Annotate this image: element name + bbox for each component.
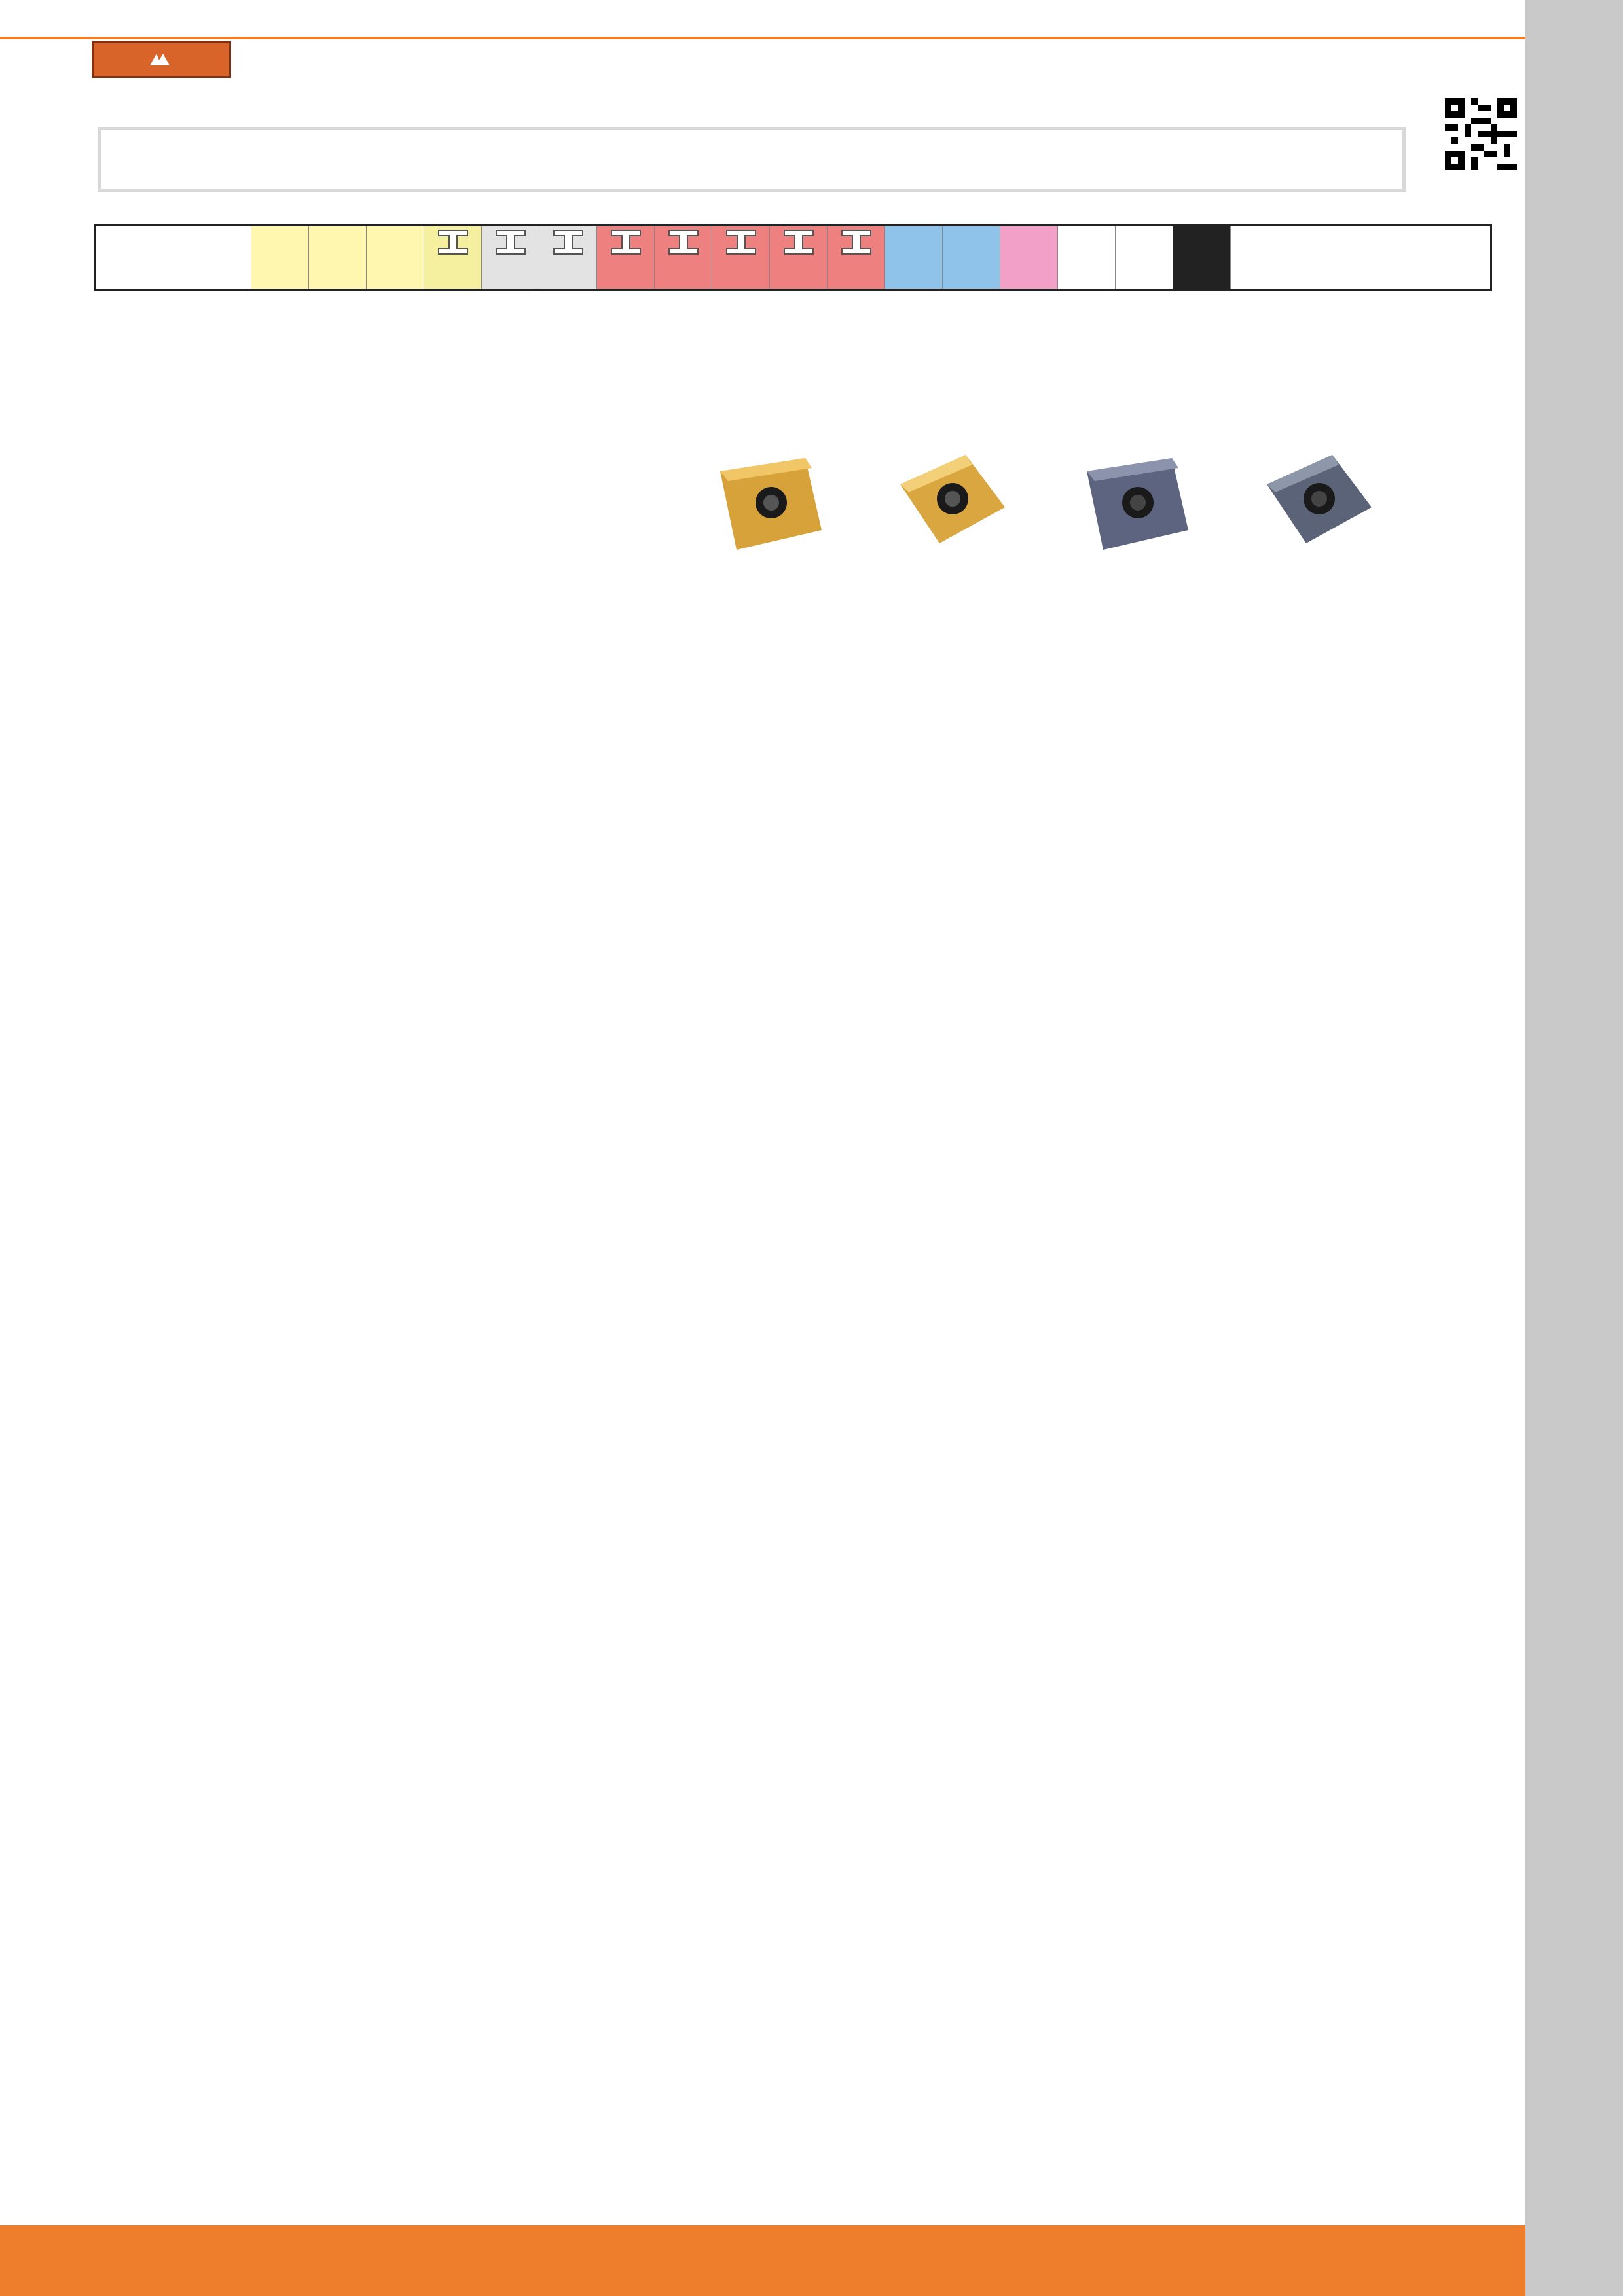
material-col-10 bbox=[828, 226, 885, 290]
material-col-9 bbox=[770, 226, 828, 290]
material-col-6 bbox=[597, 226, 655, 290]
material-col-8 bbox=[712, 226, 770, 290]
insert-uni-image bbox=[1250, 445, 1381, 563]
insert-st900-image bbox=[701, 445, 831, 563]
steel-profile-icon bbox=[712, 226, 769, 260]
material-col-16 bbox=[1173, 226, 1231, 290]
header-rule bbox=[0, 37, 1525, 39]
material-col-12 bbox=[943, 226, 1000, 290]
material-col-11 bbox=[885, 226, 943, 290]
garant-logo bbox=[92, 41, 231, 78]
suitability-label bbox=[96, 226, 251, 290]
steel-profile-icon bbox=[770, 226, 827, 260]
material-col-14 bbox=[1058, 226, 1116, 290]
suitability-table bbox=[94, 224, 1492, 291]
material-col-5 bbox=[539, 226, 597, 290]
material-col-2 bbox=[367, 226, 424, 290]
insert-inox-image bbox=[1067, 445, 1198, 563]
fits-for bbox=[109, 97, 127, 118]
material-col-7 bbox=[655, 226, 712, 290]
steel-profile-icon bbox=[482, 226, 539, 260]
steel-profile-icon bbox=[539, 226, 596, 260]
material-col-13 bbox=[1000, 226, 1058, 290]
material-col-4 bbox=[482, 226, 539, 290]
material-col-15 bbox=[1116, 226, 1173, 290]
material-col-3 bbox=[424, 226, 482, 290]
steel-profile-icon bbox=[424, 226, 481, 260]
material-col-1 bbox=[309, 226, 367, 290]
steel-profile-icon bbox=[828, 226, 884, 260]
qr-code-icon bbox=[1445, 98, 1517, 170]
material-col-0 bbox=[251, 226, 309, 290]
note-box bbox=[98, 127, 1406, 192]
footer-bar bbox=[0, 2225, 1525, 2296]
logo-mark-icon bbox=[149, 52, 171, 67]
steel-profile-icon bbox=[597, 226, 654, 260]
chapter-sidebar bbox=[1525, 0, 1623, 2296]
insert-st1400-image bbox=[884, 445, 1015, 563]
steel-profile-icon bbox=[655, 226, 712, 260]
